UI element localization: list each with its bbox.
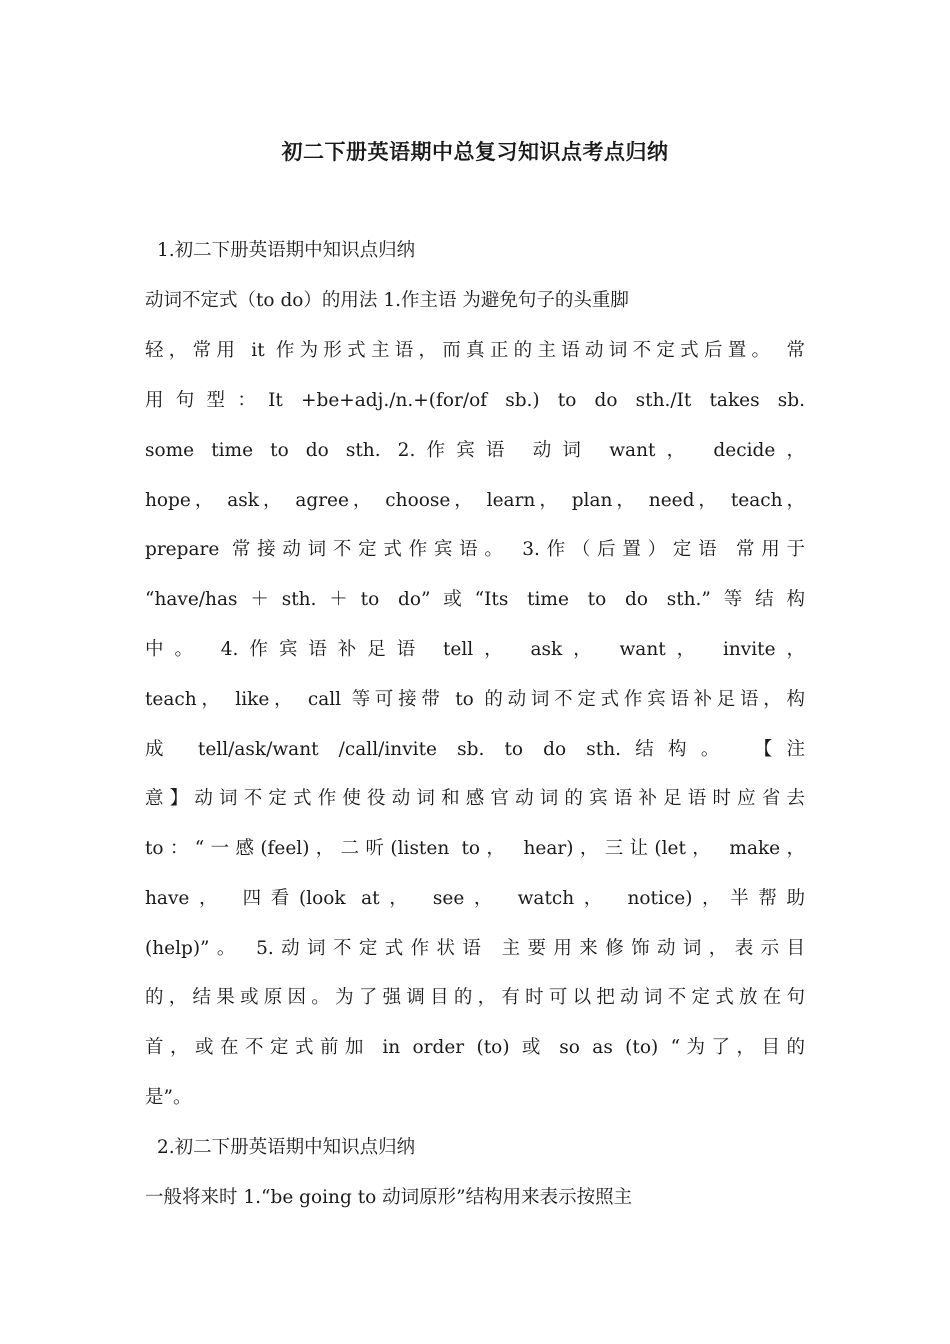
paragraph-line: 一般将来时 1.“be going to 动词原形”结构用来表示按照主 [145, 1187, 633, 1208]
paragraph-line: 用句型：It +be+adj./n.+(for/of sb.) to do sth./It takes sb. [145, 390, 805, 411]
paragraph-line: 成 tell/ask/want /call/invite sb. to do sth.结构。 【注 [145, 739, 805, 760]
paragraph-line: 动词不定式（to do）的用法 1.作主语 为避免句子的头重脚 [145, 290, 629, 311]
paragraph-line: “have/has＋sth.＋to do”或“Its time to do sth.”等结构 [145, 589, 805, 610]
paragraph-line: some time to do sth. 2.作宾语 动词 want， decide， [145, 440, 805, 461]
paragraph-line: 意】动词不定式作使役动词和感官动词的宾语补足语时应省去 [145, 788, 805, 809]
section-heading-1: 1.初二下册英语期中知识点归纳 [157, 240, 416, 261]
paragraph-line: to：“一感(feel)，二听(listen to， hear)，三让(let， make， [145, 838, 805, 859]
paragraph-line: (help)”。 5.动词不定式作状语 主要用来修饰动词，表示目 [145, 938, 805, 959]
paragraph-line: 轻，常用 it 作为形式主语，而真正的主语动词不定式后置。 常 [145, 340, 805, 361]
section-heading-2: 2.初二下册英语期中知识点归纳 [157, 1137, 416, 1158]
paragraph-line: 的，结果或原因。为了强调目的，有时可以把动词不定式放在句 [145, 987, 805, 1008]
paragraph-line: teach， like， call 等可接带 to 的动词不定式作宾语补足语，构 [145, 689, 805, 710]
paragraph-line: 是”。 [145, 1087, 192, 1108]
paragraph-line: hope， ask， agree， choose， learn， plan， need， teach， [145, 490, 805, 511]
document-title: 初二下册英语期中总复习知识点考点归纳 [281, 140, 669, 164]
paragraph-line: 首，或在不定式前加 in order (to) 或 so as (to) “为了，目的 [145, 1037, 805, 1058]
paragraph-line: 中。 4.作宾语补足语 tell， ask， want， invite， [145, 639, 805, 660]
paragraph-line: have， 四看(look at， see， watch， notice)，半帮助 [145, 888, 805, 909]
paragraph-line: prepare 常接动词不定式作宾语。 3.作（后置）定语 常用于 [145, 539, 805, 560]
